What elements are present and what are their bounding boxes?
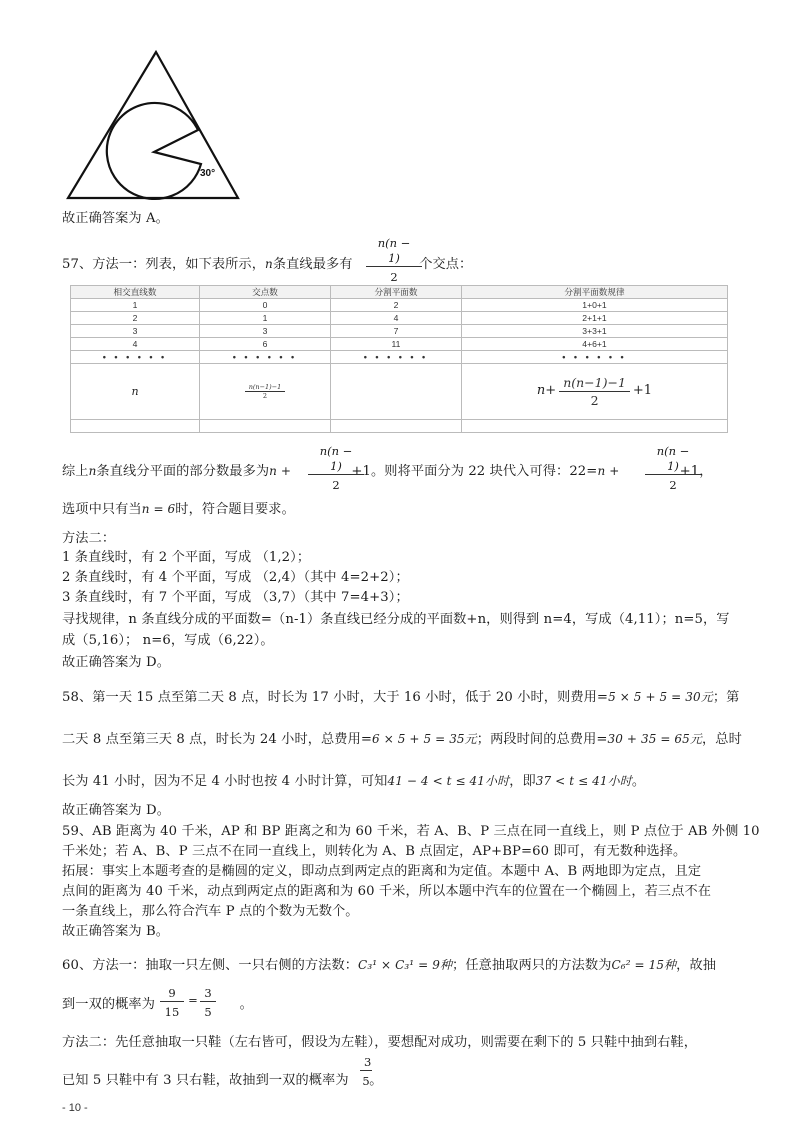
q60-fraction-9-15: 9 15 (160, 986, 184, 1020)
table-row: 4 6 11 4+6+1 (71, 338, 728, 351)
q59-answer: 故正确答案为 B。 (62, 924, 170, 939)
q58-answer: 故正确答案为 D。 (62, 803, 170, 818)
table-row: 3 3 7 3+3+1 (71, 325, 728, 338)
page-number: - 10 - (62, 1102, 88, 1114)
q60-method2-line: 方法二：先任意抽取一只鞋（左右皆可，假设为左鞋），要想配对成功，则需要在剩下的 5 只鞋中抽到右鞋， (62, 1035, 697, 1050)
table-empty-row (71, 420, 728, 433)
q57-option-line: 选项中只有当n = 6时，符合题目要求。 (62, 502, 295, 517)
q57-method2-line: 2 条直线时，有 4 个平面，写成 （2,4）（其中 4=2+2）； (62, 570, 409, 585)
q57-method2-line: 3 条直线时，有 7 个平面，写成 （3,7）（其中 7=4+3）； (62, 590, 409, 605)
q60-equals: = (188, 993, 198, 1007)
table-row: 2 1 4 2+1+1 (71, 312, 728, 325)
q59-line: 一条直线上，那么符合汽车 P 点的个数为无数个。 (62, 904, 359, 919)
table-n-row: n $\frac{n(n-1)-1}{2}$ n+ $\frac{n(n-1)-1}{2}$ +1 (71, 364, 728, 420)
q58-line-3: 长为 41 小时，因为不足 4 小时也按 4 小时计算，可知41 − 4 < t ≤ 41小时，即37 < t ≤ 41小时。 (62, 774, 646, 789)
triangle-circle-figure (62, 48, 252, 208)
q60-method2-fraction: 3 5 (360, 1055, 372, 1089)
angle-label: 30° (200, 168, 216, 179)
q60-method2-line-2: 已知 5 只鞋中有 3 只右鞋，故抽到一双的概率为 。 (62, 1073, 383, 1088)
q59-line: 千米处；若 A、B、P 三点不在同一直线上，则转化为 A、B 点固定，AP+BP=60 即可，有无数种选择。 (62, 844, 687, 859)
q57-intro: 57、方法一：列表，如下表所示，n条直线最多有 个交点： (62, 257, 473, 272)
q57-method2-line: 1 条直线时，有 2 个平面，写成 （1,2）； (62, 550, 311, 565)
circle-sector-shape (107, 103, 201, 199)
q60-line-2: 到一双的概率为 。 (62, 997, 253, 1012)
q57-summary-fraction-2: n(n − 1) 2 (645, 444, 701, 493)
q59-line: 拓展：事实上本题考查的是椭圆的定义，即动点到两定点的距离和为定值。本题中 A、B 两地即为定点，且定 (62, 864, 702, 879)
q59-line: 59、AB 距离为 40 千米，AP 和 BP 距离之和为 60 千米，若 A、B、P 三点在同一直线上，则 P 点位于 AB 外侧 10 (62, 824, 760, 839)
q60-fraction-3-5: 3 5 (200, 986, 216, 1020)
q57-answer: 故正确答案为 D。 (62, 655, 170, 670)
table-dots-row: • • • • • • • • • • • • • • • • • • • • • • • • (71, 351, 728, 364)
q57-method2-line: 寻找规律，n 条直线分成的平面数=（n-1）条直线已经分成的平面数+n，则得到 n=4，写成（4,11）；n=5，写 (62, 612, 730, 627)
q58-line-2: 二天 8 点至第三天 8 点，时长为 24 小时，总费用=6 × 5 + 5 = 35元；两段时间的总费用=30 + 35 = 65元，总时 (62, 732, 742, 747)
q60-line-1: 60、方法一：抽取一只左侧、一只右侧的方法数：C₃¹ × C₃¹ = 9种；任意抽取两只的方法数为C₆² = 15种，故抽 (62, 958, 717, 973)
q58-line-1: 58、第一天 15 点至第二天 8 点，时长为 17 小时，大于 16 小时，低于 20 小时，则费用=5 × 5 + 5 = 30元；第 (62, 690, 740, 705)
q59-line: 点间的距离为 40 千米，动点到两定点的距离和为 60 千米，所以本题中汽车的位置在一个椭圆上，若三点不在 (62, 884, 712, 899)
q57-summary-fraction-1: n(n − 1) 2 (308, 444, 364, 493)
q57-method2-line: 成（5,16）； n=6，写成（6,22）。 (62, 633, 274, 648)
q57-method2-title: 方法二： (62, 531, 116, 546)
table-row: 1 0 2 1+0+1 (71, 299, 728, 312)
q57-summary: 综上n条直线分平面的部分数最多为n + +1。则将平面分为 22 块代入可得：22=n + +1， (62, 464, 713, 479)
answer-a-line: 故正确答案为 A。 (62, 211, 169, 226)
table-header-row: 相交直线数 交点数 分割平面数 分割平面数规律 (71, 286, 728, 299)
intersection-table (70, 285, 728, 433)
q57-intro-fraction: n(n − 1) 2 (366, 236, 422, 285)
